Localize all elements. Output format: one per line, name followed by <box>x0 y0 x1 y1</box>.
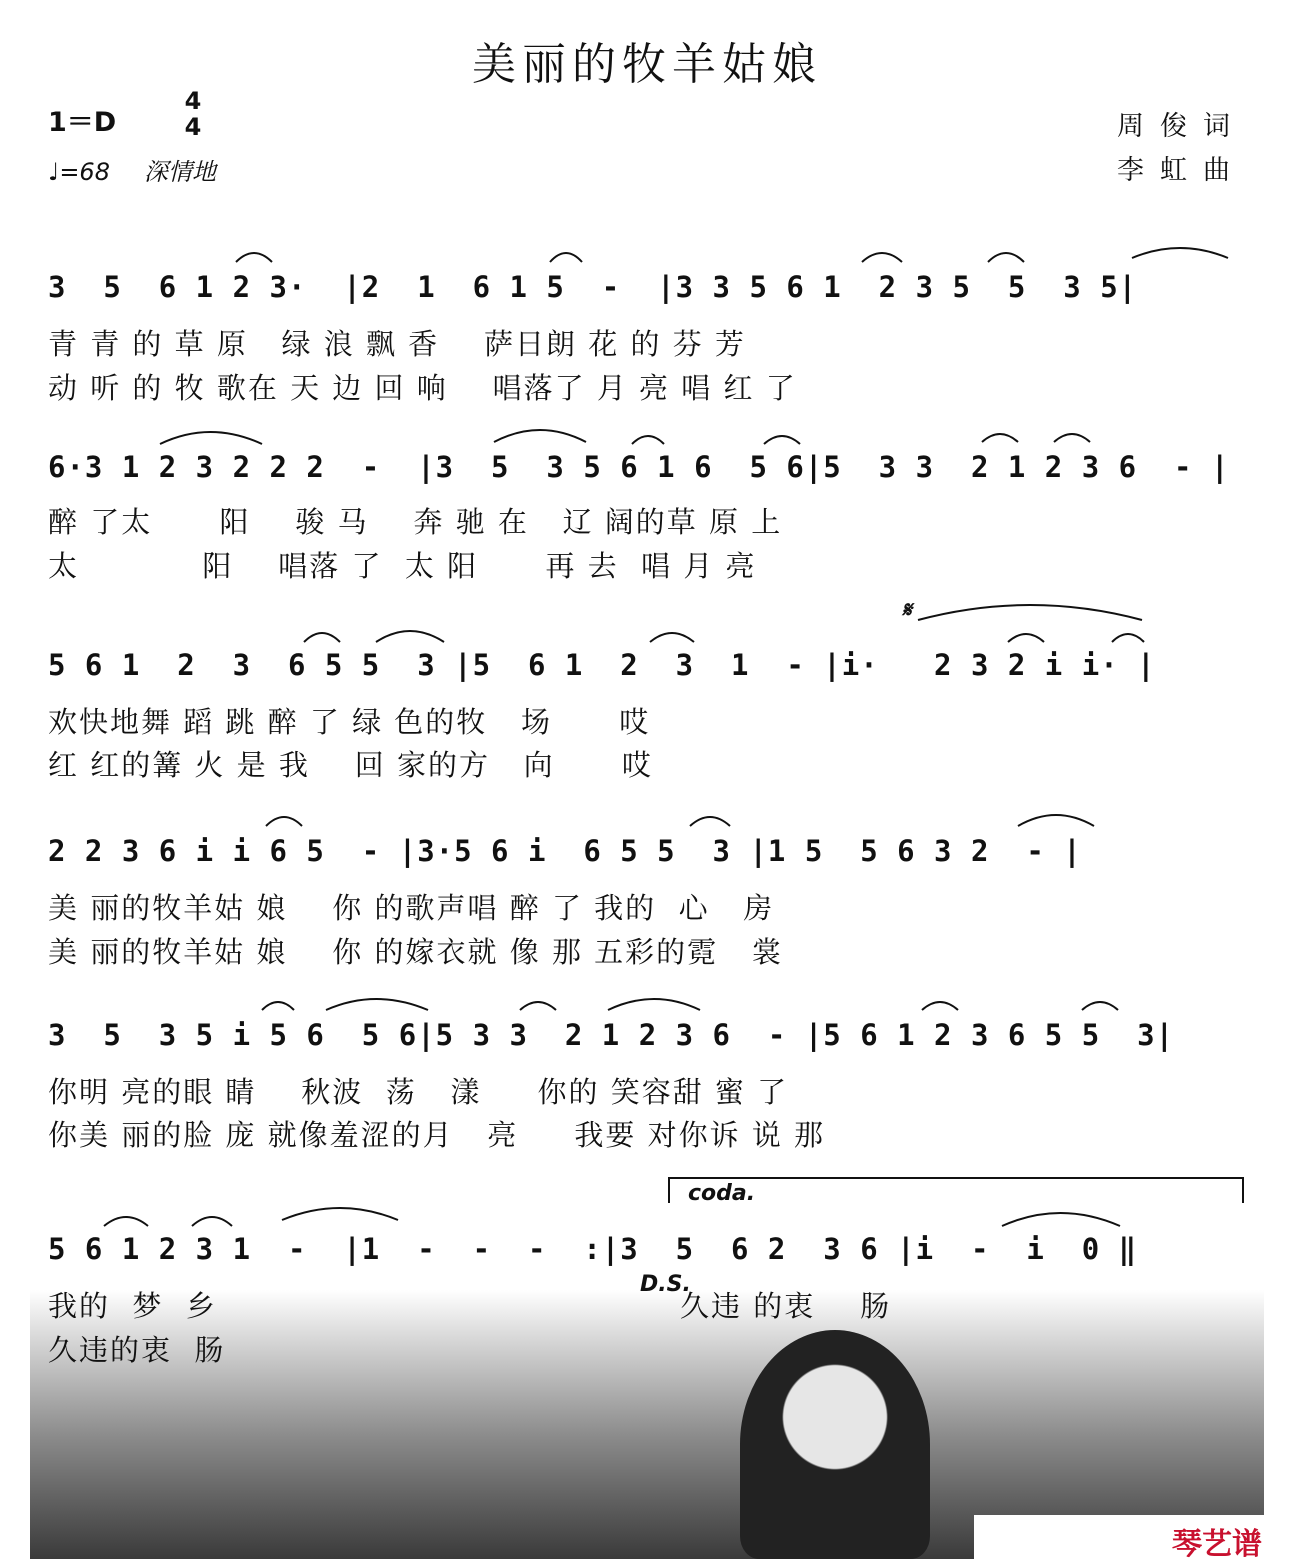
tempo-line <box>48 152 216 187</box>
slur <box>520 1002 556 1010</box>
notes-system-1: 3 5 6 1 2 3· |2 1 6 1 5 - |3 3 5 6 1 2 3 5 5 3 5| <box>48 270 1138 304</box>
girl-illustration <box>740 1330 930 1559</box>
notes-system-4: 2 2 3 6 i i 6 5 - |3·5 6 i 6 5 5 3 |1 5 5 6 3 2 - | <box>48 834 1082 868</box>
slur <box>982 434 1018 442</box>
slur <box>160 432 262 444</box>
lyric-system-4-verse-2: 美 丽的牧羊姑 娘 你 的嫁衣就 像 那 五彩的霓 裳 <box>48 935 783 969</box>
slur <box>650 633 694 642</box>
notes-system-5: 3 5 3 5 i 5 6 5 6|5 3 3 2 1 2 3 6 - |5 6 1 2 3 6 5 5 3| <box>48 1018 1175 1052</box>
lyric-system-2-verse-2: 太 阳 唱落 了 太 阳 再 去 唱 月 亮 <box>48 549 757 583</box>
lyric-system-5-verse-2: 你美 丽的脸 庞 就像羞涩的月 亮 我要 对你诉 说 那 <box>48 1118 826 1152</box>
slur <box>304 633 340 642</box>
slur <box>1054 434 1090 442</box>
composer-credit: 李虹曲 <box>1117 155 1246 186</box>
lyricist-credit: 周俊词 <box>1117 111 1246 142</box>
slur <box>608 999 700 1010</box>
slur <box>1008 634 1044 642</box>
slur <box>918 605 1142 620</box>
slur <box>326 999 428 1010</box>
notes-system-6: 5 6 1 2 3 1 - |1 - - - :|3 5 6 2 3 6 |i - i 0 ‖ <box>48 1232 1138 1266</box>
lyric-system-1-verse-1: 青 青 的 草 原 绿 浪 飘 香 萨日朗 花 的 芬 芳 <box>48 327 746 361</box>
notes-system-3: 5 6 1 2 3 6 5 5 3 |5 6 1 2 3 1 - |i· 2 3 2 i i· | <box>48 648 1156 682</box>
key-signature: 1＝D <box>48 107 117 138</box>
tempo-mark: ♩=68 <box>48 158 110 186</box>
slur <box>862 253 902 262</box>
lyric-system-3-verse-1: 欢快地舞 蹈 跳 醉 了 绿 色的牧 场 哎 <box>48 705 651 739</box>
slur <box>1112 634 1144 642</box>
segno-sign: 𝄋 <box>902 598 912 623</box>
slur <box>236 253 272 262</box>
slur <box>550 253 582 262</box>
notes-system-2: 6·3 1 2 3 2 2 2 - |3 5 3 5 6 1 6 5 6|5 3 3 2 1 2 3 6 - | <box>48 450 1230 484</box>
slur <box>376 631 444 642</box>
slur <box>922 1002 958 1010</box>
coda-label: coda. <box>688 1181 756 1206</box>
slur <box>1082 1002 1118 1010</box>
time-signature-top: 4 <box>184 87 202 115</box>
lyric-system-3-verse-2: 红 红的篝 火 是 我 回 家的方 向 哎 <box>48 748 653 782</box>
lyric-system-6-verse-1: 我的 梦 乡 <box>48 1289 217 1323</box>
song-title: 美丽的牧羊姑娘 <box>472 39 822 90</box>
coda-lyric: 久违 的衷 肠 <box>680 1289 892 1323</box>
slur <box>1002 1213 1120 1226</box>
lyric-system-1-verse-2: 动 听 的 牧 歌在 天 边 回 响 唱落了 月 亮 唱 红 了 <box>48 371 797 405</box>
slur <box>192 1217 232 1226</box>
slur <box>266 817 302 826</box>
slur <box>764 436 800 444</box>
watermark-text: 琴艺谱 <box>1172 1527 1262 1562</box>
slur <box>988 253 1024 262</box>
lyric-system-4-verse-1: 美 丽的牧羊姑 娘 你 的歌声唱 醉 了 我的 心 房 <box>48 891 775 925</box>
watermark-logo <box>974 1515 1274 1562</box>
lyric-system-6-verse-2: 久违的衷 肠 <box>48 1333 226 1367</box>
lyric-system-2-verse-1: 醉 了太 阳 骏 马 奔 驰 在 辽 阔的草 原 上 <box>48 505 783 539</box>
time-signature <box>180 88 206 140</box>
slur <box>690 817 730 826</box>
mood-mark: 深情地 <box>143 158 216 186</box>
slur <box>632 436 664 444</box>
slur <box>282 1208 398 1220</box>
time-signature-bottom: 4 <box>184 113 202 141</box>
slur <box>494 430 586 442</box>
lyric-system-5-verse-1: 你明 亮的眼 睛 秋波 荡 漾 你的 笑容甜 蜜 了 <box>48 1075 789 1109</box>
slur <box>1018 815 1094 826</box>
slur <box>1132 248 1228 258</box>
slur <box>104 1217 148 1226</box>
slur <box>262 1002 294 1010</box>
ds-label: D.S. <box>640 1272 691 1297</box>
